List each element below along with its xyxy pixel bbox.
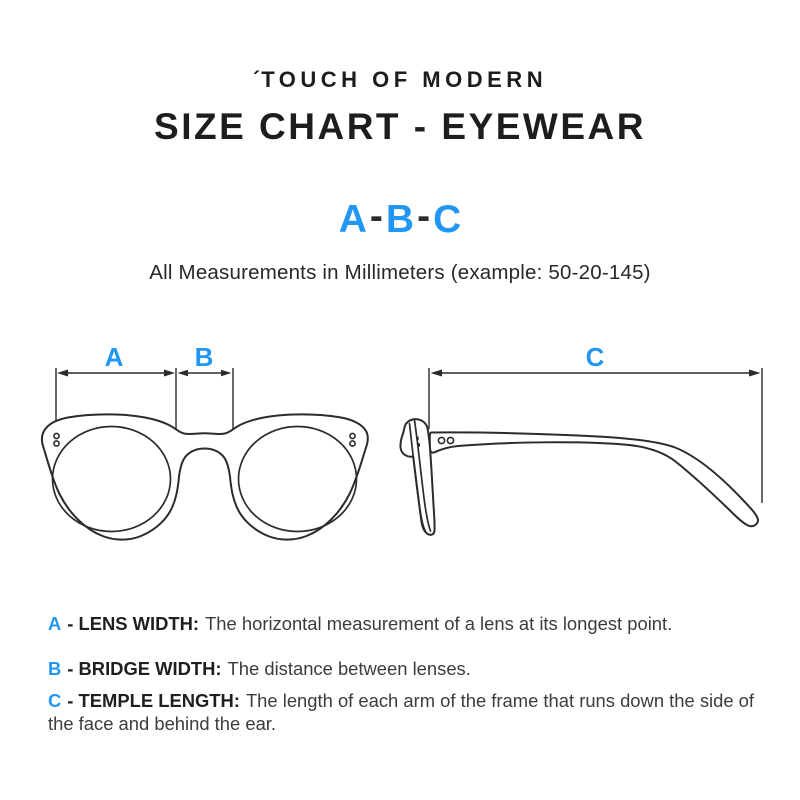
legend-b-description: The distance between lenses.	[227, 658, 471, 679]
legend-a-term: - LENS WIDTH:	[67, 613, 200, 634]
formula-letter-c: C	[433, 198, 462, 241]
legend-c-term: - TEMPLE LENGTH:	[67, 690, 240, 711]
page-title: SIZE CHART - EYEWEAR	[154, 106, 646, 147]
front-frame-outline	[42, 414, 368, 539]
formula-dash-2: -	[417, 195, 431, 238]
formula-dash-1: -	[369, 195, 383, 238]
measure-label-b: B	[194, 342, 214, 372]
temple-arm-outline	[430, 432, 758, 526]
front-profile-pin-top	[416, 437, 418, 441]
measure-label-a: A	[104, 342, 124, 372]
logo-text: TOUCH OF MODERN	[261, 67, 548, 92]
legend-c-letter: C	[48, 690, 62, 711]
legend-b-term: - BRIDGE WIDTH:	[67, 658, 222, 679]
measurement-b	[178, 342, 234, 429]
legend-c-description: The length of each arm of the frame that runs down the side of the face and behind the ear.	[48, 690, 755, 734]
arrow-a-head-left	[57, 370, 68, 377]
legend-a-description: The horizontal measurement of a lens at its longest point.	[205, 613, 673, 634]
arrow-b-head-left	[178, 370, 189, 377]
legend-item-b	[48, 657, 760, 680]
legend-item-a	[48, 612, 760, 635]
arrow-c-head-right	[749, 370, 761, 377]
eyewear-diagram	[0, 330, 800, 630]
arrow-c-head-left	[431, 370, 443, 377]
formula-letter-a: A	[338, 198, 367, 241]
logo-accent-mark: ´	[252, 67, 261, 92]
legend-b-letter: B	[48, 658, 62, 679]
arrow-a-head-right	[164, 370, 175, 377]
measure-label-c: C	[585, 342, 605, 372]
legend-a-letter: A	[48, 613, 62, 634]
legend-item-c	[48, 689, 760, 735]
formula-letter-b: B	[385, 198, 415, 241]
measurement-formula	[0, 195, 800, 242]
front-profile-pin-bottom	[418, 443, 420, 447]
brand-logo	[0, 67, 800, 93]
measurement-subtitle: All Measurements in Millimeters (example: 50-20-145)	[149, 261, 651, 284]
arrow-b-head-right	[221, 370, 232, 377]
glasses-front-view	[42, 414, 368, 539]
glasses-side-view	[400, 419, 757, 535]
